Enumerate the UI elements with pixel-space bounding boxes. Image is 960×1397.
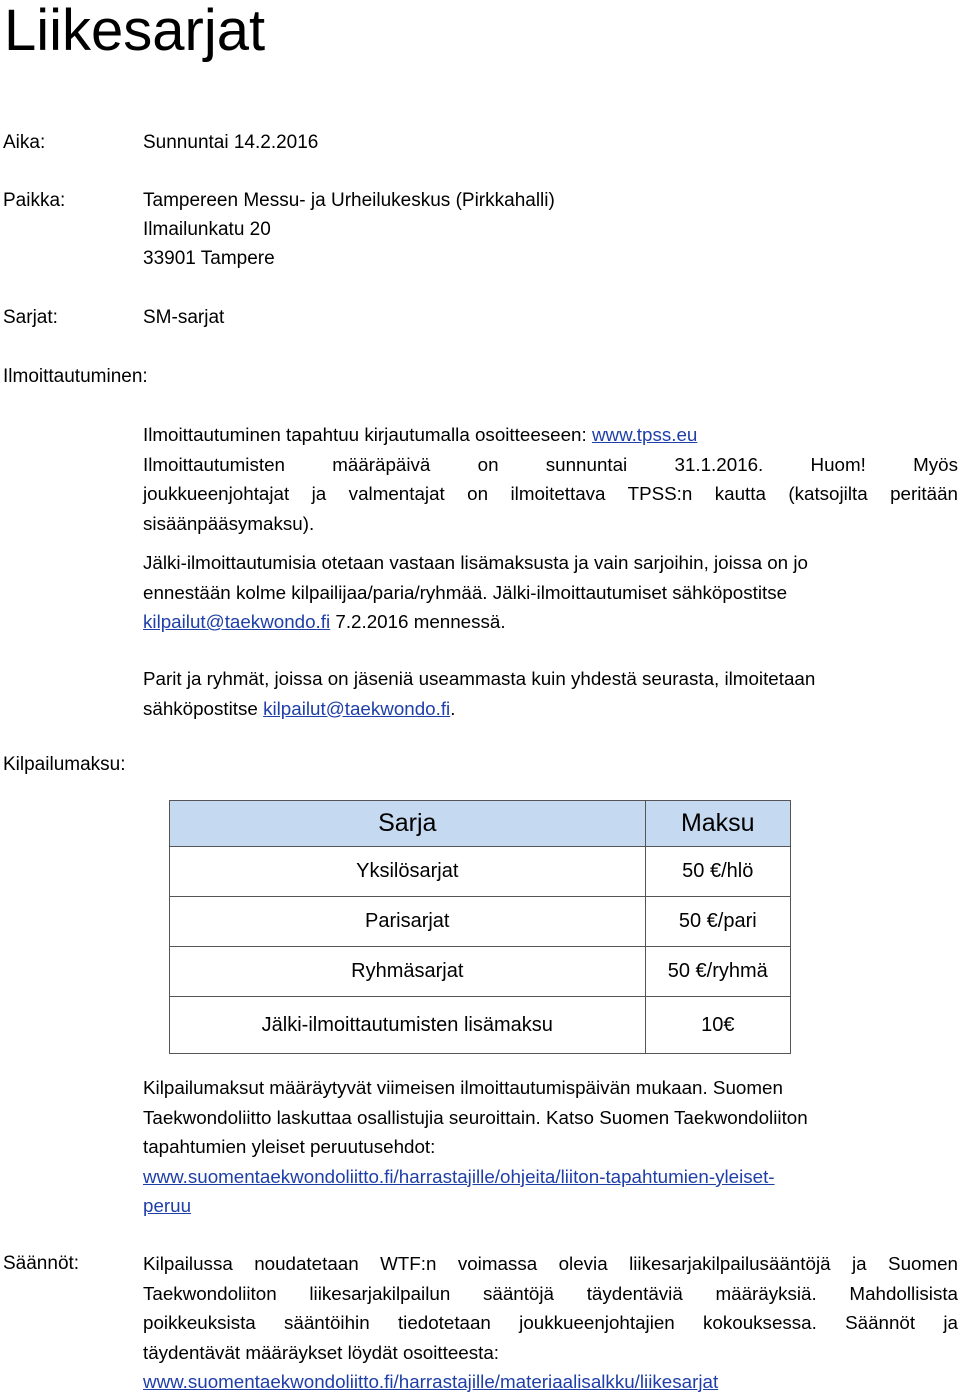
registration-text: Ilmoittautuminen tapahtuu kirjautumalla osoitteeseen: xyxy=(143,424,592,445)
rules-link[interactable]: www.suomentaekwondoliitto.fi/harrastajille/materiaalisalkku/liikesarjat xyxy=(143,1371,719,1392)
fee-note-line-1: Kilpailumaksut määräytyvät viimeisen ilmoittautumispäivän mukaan. Suomen xyxy=(143,1077,783,1098)
aika-label: Aika: xyxy=(3,132,46,153)
aika-value: Sunnuntai 14.2.2016 xyxy=(143,132,319,153)
rules-line-4: täydentävät määräykset löydät osoitteesta: xyxy=(143,1341,500,1363)
table-row xyxy=(170,947,791,997)
cancellation-link-line-2[interactable] xyxy=(143,1191,958,1221)
header-sarja: Sarja xyxy=(170,801,646,847)
row-fee: 10€ xyxy=(645,997,790,1054)
row-fee: 50 €/hlö xyxy=(645,847,790,897)
late-line-3 xyxy=(143,607,958,637)
row-fee: 50 €/pari xyxy=(645,897,790,947)
cancellation-terms-link[interactable]: www.suomentaekwondoliitto.fi/harrastajille/ohjeita/liiton-tapahtumien-yleiset- xyxy=(143,1165,775,1187)
late-email-link[interactable]: kilpailut@taekwondo.fi xyxy=(143,611,331,632)
cancellation-terms-link-end[interactable]: peruu xyxy=(143,1195,192,1216)
rules-line-1: Kilpailussa noudatetaan WTF:n voimassa olevia liikesarjakilpailusääntöjä ja Suomen xyxy=(143,1253,958,1274)
row-series: Parisarjat xyxy=(170,897,646,947)
late-deadline-text: 7.2.2016 mennessä. xyxy=(330,611,506,632)
registration-line-3: joukkueenjohtajat ja valmentajat on ilmoitettava TPSS:n kautta (katsojilta peritään xyxy=(143,483,958,504)
row-fee: 50 €/ryhmä xyxy=(645,947,790,997)
paikka-line-3: 33901 Tampere xyxy=(143,248,275,269)
cancellation-link-line[interactable] xyxy=(143,1162,958,1192)
rules-line-3: poikkeuksista sääntöihin tiedotetaan joukkueenjohtajien kokouksessa. Säännöt ja xyxy=(143,1312,958,1333)
mixed-suffix: . xyxy=(450,697,456,719)
sarjat-label: Sarjat: xyxy=(3,307,58,328)
saannot-label: Säännöt: xyxy=(3,1253,80,1274)
rules-line-2: Taekwondoliiton liikesarjakilpailun sääntöjä täydentäviä määräyksiä. Mahdollisista xyxy=(143,1282,958,1304)
fee-note-paragraph xyxy=(143,1073,958,1221)
mixed-club-paragraph xyxy=(143,664,958,723)
table-row xyxy=(170,847,791,897)
rules-paragraph xyxy=(143,1249,958,1397)
registration-line-4: sisäänpääsymaksu). xyxy=(143,512,315,534)
tpss-link[interactable]: www.tpss.eu xyxy=(591,424,698,445)
paikka-line-1: Tampereen Messu- ja Urheilukeskus (Pirkkahalli) xyxy=(143,190,555,211)
row-series: Ryhmäsarjat xyxy=(170,947,646,997)
header-maksu: Maksu xyxy=(645,801,790,847)
mixed-line-2 xyxy=(143,694,958,724)
paikka-label: Paikka: xyxy=(3,190,66,211)
table-row xyxy=(170,897,791,947)
ilmoittautuminen-label: Ilmoittautuminen: xyxy=(3,366,148,387)
fee-table xyxy=(169,800,791,1054)
deadline-line: Ilmoittautumisten määräpäivä on sunnuntai 31.1.2016. Huom! Myös xyxy=(143,453,958,475)
paikka-line-2: Ilmailunkatu 20 xyxy=(143,219,271,240)
mixed-email-link[interactable]: kilpailut@taekwondo.fi xyxy=(263,697,451,719)
table-row xyxy=(170,997,791,1054)
mixed-line-1: Parit ja ryhmät, joissa on jäseniä useammasta kuin yhdestä seurasta, ilmoitetaan xyxy=(143,668,816,689)
fee-note-line-2: Taekwondoliitto laskuttaa osallistujia seuroittain. Katso Suomen Taekwondoliiton xyxy=(143,1106,808,1128)
late-line-2: ennestään kolme kilpailijaa/paria/ryhmää. Jälki-ilmoittautumiset sähköpostitse xyxy=(143,581,788,603)
registration-paragraph xyxy=(143,420,958,538)
page-title: Liikesarjat xyxy=(4,0,266,63)
row-series: Jälki-ilmoittautumisten lisämaksu xyxy=(170,997,646,1054)
kilpailumaksu-label: Kilpailumaksu: xyxy=(3,754,126,775)
sarjat-value: SM-sarjat xyxy=(143,307,225,328)
late-line-1: Jälki-ilmoittautumisia otetaan vastaan lisämaksusta ja vain sarjoihin, joissa on jo xyxy=(143,552,808,573)
registration-line-1 xyxy=(143,420,958,450)
fee-note-line-3: tapahtumien yleiset peruutusehdot: xyxy=(143,1136,436,1157)
fee-table-header xyxy=(170,801,791,847)
row-series: Yksilösarjat xyxy=(170,847,646,897)
late-registration-paragraph xyxy=(143,548,958,637)
rules-link-line[interactable] xyxy=(143,1367,958,1397)
mixed-prefix: sähköpostitse xyxy=(143,697,264,719)
